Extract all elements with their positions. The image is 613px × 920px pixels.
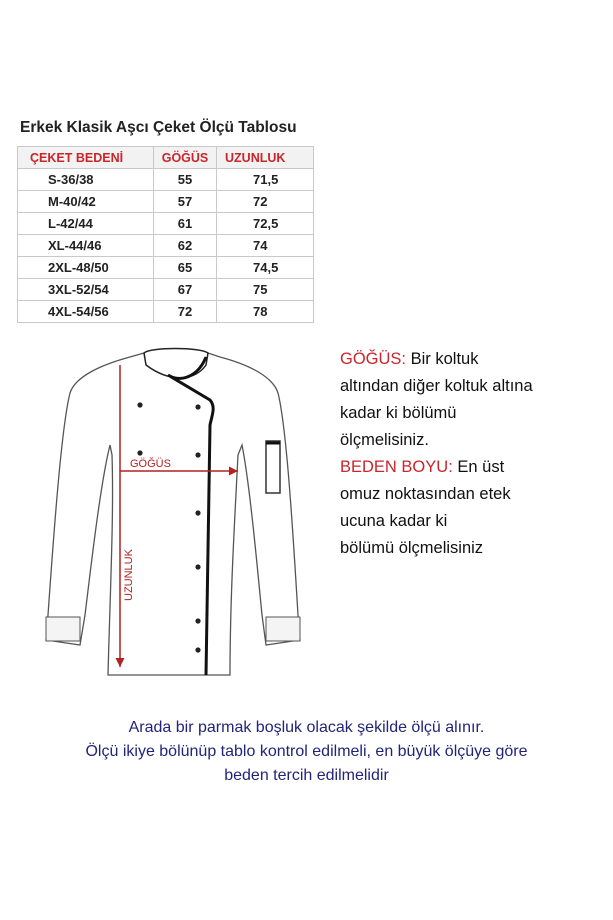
chest-text: ölçmelisiniz.: [340, 431, 429, 449]
chest-cell: 67: [154, 279, 217, 301]
note-line: Arada bir parmak boşluk olacak şekilde ölçü alınır.: [128, 719, 485, 736]
table-row: [18, 191, 314, 213]
table-row: [18, 235, 314, 257]
measurement-note: [0, 716, 613, 788]
length-text: ucuna kadar ki: [340, 512, 448, 530]
left-cuff: [46, 617, 80, 641]
table-row: [18, 257, 314, 279]
chest-label: GÖĞÜS: [130, 458, 171, 470]
size-cell: S-36/38: [18, 169, 154, 191]
measurement-description: [340, 346, 602, 562]
length-title: BEDEN BOYU:: [340, 458, 453, 476]
length-cell: 75: [217, 279, 314, 301]
length-text: omuz noktasından etek: [340, 485, 511, 503]
length-cell: 74: [217, 235, 314, 257]
chest-cell: 55: [154, 169, 217, 191]
table-row: [18, 213, 314, 235]
size-table-header: [18, 147, 314, 169]
size-cell: 3XL-52/54: [18, 279, 154, 301]
length-cell: 74,5: [217, 257, 314, 279]
table-row: [18, 301, 314, 323]
chest-text: kadar ki bölümü: [340, 404, 457, 422]
size-cell: L-42/44: [18, 213, 154, 235]
header-size: ÇEKET BEDENİ: [18, 147, 154, 169]
table-row: [18, 169, 314, 191]
length-cell: 72: [217, 191, 314, 213]
size-cell: 2XL-48/50: [18, 257, 154, 279]
chest-cell: 65: [154, 257, 217, 279]
right-cuff: [266, 617, 300, 641]
length-label: UZUNLUK: [123, 549, 135, 601]
page-title: Erkek Klasik Aşcı Çeket Ölçü Tablosu: [20, 119, 297, 136]
length-cell: 72,5: [217, 213, 314, 235]
length-cell: 78: [217, 301, 314, 323]
chest-text: Bir koltuk: [410, 350, 479, 368]
length-text: bölümü ölçmelisiniz: [340, 539, 484, 557]
note-line: Ölçü ikiye bölünüp tablo kontrol edilmeli, en büyük ölçüye göre: [85, 743, 528, 760]
chest-cell: 61: [154, 213, 217, 235]
size-cell: XL-44/46: [18, 235, 154, 257]
note-line: beden tercih edilmelidir: [224, 767, 389, 784]
jacket-outline: [46, 353, 300, 675]
length-cell: 71,5: [217, 169, 314, 191]
chest-text: altından diğer koltuk altına: [340, 377, 533, 395]
size-table: [17, 146, 314, 323]
chest-cell: 72: [154, 301, 217, 323]
chest-cell: 57: [154, 191, 217, 213]
header-length: UZUNLUK: [217, 147, 314, 169]
chest-title: GÖĞÜS:: [340, 350, 407, 368]
header-chest: GÖĞÜS: [154, 147, 217, 169]
table-row: [18, 279, 314, 301]
size-cell: M-40/42: [18, 191, 154, 213]
size-cell: 4XL-54/56: [18, 301, 154, 323]
length-text: En üst: [457, 458, 505, 476]
chest-cell: 62: [154, 235, 217, 257]
sleeve-pocket: [266, 441, 280, 493]
chef-jacket-diagram: [30, 345, 320, 690]
